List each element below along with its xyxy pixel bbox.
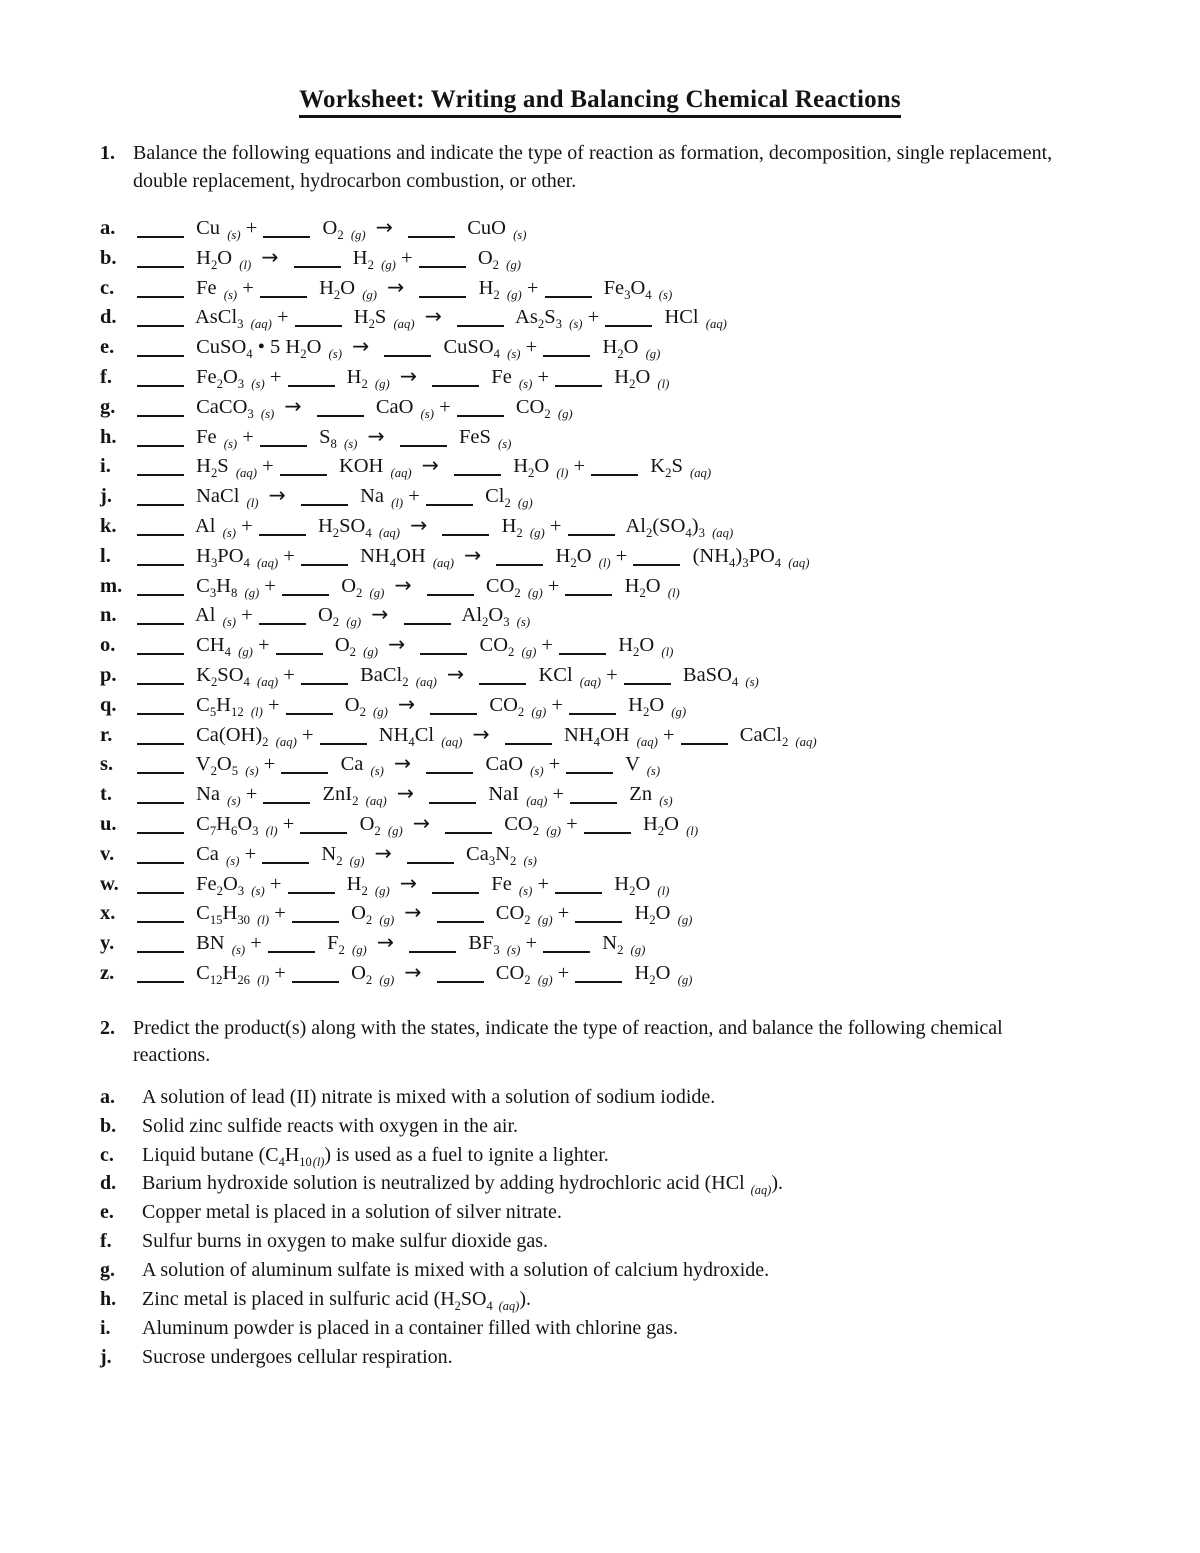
answer-blank <box>137 560 184 566</box>
item-label: t. <box>100 783 112 806</box>
answer-blank <box>137 947 184 953</box>
reaction-arrow: → <box>399 363 418 388</box>
reaction-arrow: → <box>472 721 490 746</box>
answer-blank <box>292 917 339 923</box>
item-label: i. <box>100 1316 111 1339</box>
item-label: j. <box>100 1345 112 1368</box>
item-text: $Fe_2O_3$ $_{(s)} + H_2$ $_{(g)}$ → Fe $_{(s)} + H_2O$ $_{(l)}$ <box>136 873 669 895</box>
item-text: Al $_{(s)} + H_2SO_4$ $_{(aq)} \to H_2$ $_{(g)} + Al_2(SO_4)_3$ $_{(aq)}$ <box>136 515 733 537</box>
answer-blank <box>429 798 476 804</box>
answer-blank <box>427 590 474 596</box>
equation-row-v <box>100 839 1100 869</box>
prediction-row-f <box>100 1227 1100 1256</box>
equation-row-c <box>100 273 1100 303</box>
item-text: $H_2S$ $_{(aq)}$ + KOH $_{(aq)} \to H_2O$ $_{(l)} + K_2S$ $_{(aq)}$ <box>136 455 711 477</box>
reaction-arrow: → <box>376 930 395 955</box>
answer-blank <box>505 739 552 745</box>
reaction-arrow: → <box>394 751 412 776</box>
item-label: f. <box>100 365 112 388</box>
item-label: c. <box>100 1143 114 1166</box>
reaction-arrow: → <box>371 602 389 627</box>
item-label: d. <box>100 306 117 329</box>
equation-row-u <box>100 809 1100 839</box>
answer-blank <box>292 977 339 983</box>
item-text: Fe $_{(s)} + S_8$ $_{(s)}$ → FeS $_{(s)}$ <box>136 426 511 448</box>
answer-blank <box>301 679 348 685</box>
answer-blank <box>454 470 501 476</box>
item-label: i. <box>100 455 111 478</box>
item-label: c. <box>100 276 115 299</box>
answer-blank <box>568 530 615 536</box>
item-text: $C_3H_8$ $_{(g)} + O_2$ $_{(g)} \to CO_2$ $_{(g)} + H_2O$ $_{(l)}$ <box>136 575 680 597</box>
reaction-arrow: → <box>412 810 430 835</box>
item-text: Na $_{(s)}$ + ZnI$_2$ $_{(aq)}$ → NaI $_{(aq)}$ + Zn $_{(s)}$ <box>136 783 673 805</box>
reaction-arrow: → <box>424 304 442 329</box>
answer-blank <box>137 739 184 745</box>
answer-blank <box>268 947 315 953</box>
answer-blank <box>259 619 306 625</box>
equation-row-d <box>100 302 1100 332</box>
section-2-instruction-text: Predict the product(s) along with the states, indicate the type of reaction, and balance the following chemical reactions. <box>133 1016 1003 1067</box>
answer-blank <box>137 858 184 864</box>
reaction-arrow: → <box>388 632 406 657</box>
answer-blank <box>409 947 456 953</box>
prediction-row-g <box>100 1256 1100 1285</box>
item-text: Fe $_{(s)} + H_2O$ $_{(g)} \to H_2$ $_{(g)} + Fe_3O_4$ $_{(s)}$ <box>136 277 672 299</box>
answer-blank <box>288 888 335 894</box>
item-label: w. <box>100 872 119 895</box>
answer-blank <box>137 977 184 983</box>
reaction-arrow: → <box>404 900 422 925</box>
answer-blank <box>633 560 680 566</box>
answer-blank <box>445 828 492 834</box>
answer-blank <box>591 470 638 476</box>
equation-row-n <box>100 600 1100 630</box>
equation-row-f <box>100 362 1100 392</box>
section-2-number: 2. <box>100 1016 115 1039</box>
section-2-instructions <box>100 1015 1100 1070</box>
answer-blank <box>259 530 306 536</box>
answer-blank <box>543 351 590 357</box>
answer-blank <box>565 590 612 596</box>
reaction-arrow: → <box>261 244 279 269</box>
reaction-arrow: → <box>399 870 418 895</box>
answer-blank <box>137 619 184 625</box>
answer-blank <box>137 649 184 655</box>
section-1-instructions <box>100 140 1100 195</box>
answer-blank <box>624 679 671 685</box>
answer-blank <box>543 947 590 953</box>
item-label: k. <box>100 514 117 537</box>
item-label: y. <box>100 932 115 955</box>
answer-blank <box>584 828 631 834</box>
equation-row-l <box>100 541 1100 571</box>
prediction-row-c <box>100 1141 1100 1170</box>
prediction-row-d <box>100 1169 1100 1198</box>
answer-blank <box>137 590 184 596</box>
item-text: Sulfur burns in oxygen to make sulfur dioxide gas. <box>142 1230 549 1253</box>
equation-row-s <box>100 749 1100 779</box>
item-label: l. <box>100 544 111 567</box>
item-text: $V_2O_5$ $_{(s)}$ + Ca $_{(s)}$ → CaO $_{(s)}$ + V $_{(s)}$ <box>136 753 660 775</box>
reaction-arrow: → <box>404 959 422 984</box>
equation-list <box>100 213 1100 988</box>
item-text: $Fe_2O_3$ $_{(s)} + H_2$ $_{(g)}$ → Fe $_{(s)} + H_2O$ $_{(l)}$ <box>136 366 669 388</box>
item-text: $C_7H_6O_3$ $_{(l)} + O_2$ $_{(g)} \to CO_2$ $_{(g)} + H_2O$ $_{(l)}$ <box>136 813 698 835</box>
answer-blank <box>280 470 327 476</box>
answer-blank <box>437 917 484 923</box>
item-text: Liquid butane $(C_4H_{10(l)})$ is used as a fuel to ignite a lighter. <box>142 1143 609 1169</box>
answer-blank <box>137 679 184 685</box>
answer-blank <box>408 232 455 238</box>
answer-blank <box>605 321 652 327</box>
reaction-arrow: → <box>447 661 465 686</box>
item-text: CaCO$_3$ $_{(s)}$ → CaO $_{(s)} + CO_2$ $_{(g)}$ <box>136 396 573 418</box>
answer-blank <box>137 917 184 923</box>
answer-blank <box>407 858 454 864</box>
item-label: a. <box>100 1085 115 1108</box>
prediction-row-h <box>100 1285 1100 1314</box>
answer-blank <box>137 888 184 894</box>
answer-blank <box>137 709 184 715</box>
item-label: b. <box>100 1114 117 1137</box>
item-text: BN $_{(s)} + F_2$ $_{(g)} \to BF_3$ $_{(s)} + N_2$ $_{(g)}$ <box>136 932 645 954</box>
item-label: v. <box>100 842 115 865</box>
item-label: a. <box>100 217 116 239</box>
equation-row-z <box>100 958 1100 988</box>
equation-row-j <box>100 481 1100 511</box>
answer-blank <box>426 500 473 506</box>
item-label: p. <box>100 663 117 686</box>
item-label: g. <box>100 1259 115 1282</box>
answer-blank <box>137 232 184 238</box>
reaction-arrow: → <box>375 215 393 239</box>
answer-blank <box>260 441 307 447</box>
answer-blank <box>384 351 431 357</box>
answer-blank <box>555 381 602 387</box>
item-label: x. <box>100 902 116 925</box>
answer-blank <box>432 381 479 387</box>
item-text: CuSO$_4$ • 5 $H_2O$ $_{(s)}$ → CuSO$_4$ $_{(s)} + H_2O$ $_{(g)}$ <box>136 336 660 358</box>
answer-blank <box>295 321 342 327</box>
answer-blank <box>281 768 328 774</box>
answer-blank <box>426 768 473 774</box>
item-text: Zinc metal is placed in sulfuric acid ($H_2SO_4$ $_{(aq)}$). <box>142 1288 531 1314</box>
answer-blank <box>559 649 606 655</box>
equation-row-h <box>100 422 1100 452</box>
reaction-arrow: → <box>352 334 370 359</box>
item-text: Ca $_{(s)} + N_2$ $_{(g)} \to Ca_3N_2$ $_{(s)}$ <box>136 843 537 865</box>
equation-row-r <box>100 720 1100 750</box>
answer-blank <box>137 500 184 506</box>
item-text: NaCl $_{(l)}$ → Na $_{(l)} + Cl_2$ $_{(g)}$ <box>136 485 533 507</box>
equation-row-g <box>100 392 1100 422</box>
equation-row-q <box>100 690 1100 720</box>
item-label: f. <box>100 1230 112 1253</box>
item-label: o. <box>100 634 116 657</box>
reaction-arrow: → <box>410 512 428 537</box>
answer-blank <box>286 709 333 715</box>
answer-blank <box>404 619 451 625</box>
reaction-arrow: → <box>421 453 439 478</box>
item-text: Al $_{(s)} + O_2$ $_{(g)} \to Al_2O_3$ $_{(s)}$ <box>136 604 530 626</box>
reaction-arrow: → <box>397 691 416 716</box>
item-text: Solid zinc sulfide reacts with oxygen in the air. <box>142 1114 519 1137</box>
page-title: Worksheet: Writing and Balancing Chemical Reactions <box>299 86 901 118</box>
reaction-arrow: → <box>394 572 412 597</box>
answer-blank <box>555 888 602 894</box>
equation-row-p <box>100 660 1100 690</box>
answer-blank <box>137 292 184 298</box>
item-label: g. <box>100 395 116 418</box>
answer-blank <box>137 798 184 804</box>
item-label: u. <box>100 812 117 835</box>
answer-blank <box>276 649 323 655</box>
answer-blank <box>263 232 310 238</box>
answer-blank <box>137 441 184 447</box>
answer-blank <box>457 411 504 417</box>
answer-blank <box>420 649 467 655</box>
item-label: s. <box>100 753 114 776</box>
item-label: n. <box>100 604 117 627</box>
reaction-arrow: → <box>396 781 415 806</box>
reaction-arrow: → <box>387 274 405 299</box>
equation-row-t <box>100 779 1100 809</box>
item-text: $H_3PO_4$ $_{(aq)} + NH_4OH$ $_{(aq)} \to H_2O$ $_{(l)} + (NH_4)_3PO_4$ $_{(aq)}$ <box>136 545 809 567</box>
answer-blank <box>457 321 504 327</box>
answer-blank <box>260 292 307 298</box>
answer-blank <box>137 381 184 387</box>
title-row <box>100 86 1100 118</box>
item-label: b. <box>100 246 117 269</box>
answer-blank <box>137 470 184 476</box>
answer-blank <box>419 262 466 268</box>
item-text: $CH_4$ $_{(g)} + O_2$ $_{(g)} \to CO_2$ $_{(g)} + H_2O$ $_{(l)}$ <box>136 634 673 656</box>
answer-blank <box>496 560 543 566</box>
item-text: $K_2SO_4$ $_{(aq)}$ + BaCl$_2$ $_{(aq)}$ → KCl $_{(aq)}$ + BaSO$_4$ $_{(s)}$ <box>136 664 759 686</box>
answer-blank <box>137 768 184 774</box>
item-text: $C_{15}H_{30}$ $_{(l)} + O_2$ $_{(g)} \to CO_2$ $_{(g)} + H_2O$ $_{(g)}$ <box>136 902 692 924</box>
item-label: z. <box>100 961 115 984</box>
item-label: e. <box>100 1201 114 1224</box>
answer-blank <box>300 828 347 834</box>
answer-blank <box>437 977 484 983</box>
item-text: A solution of lead (II) nitrate is mixed with a solution of sodium iodide. <box>142 1085 716 1108</box>
answer-blank <box>320 739 367 745</box>
answer-blank <box>137 411 184 417</box>
answer-blank <box>137 530 184 536</box>
prediction-list <box>100 1083 1100 1372</box>
reaction-arrow: → <box>284 393 302 418</box>
answer-blank <box>442 530 489 536</box>
reaction-arrow: → <box>464 542 482 567</box>
item-text: $Ca(OH)_2$ $_{(aq)} + NH_4Cl$ $_{(aq)} \to NH_4OH$ $_{(aq)}$ + CaCl$_2$ $_{(aq)}$ <box>136 724 817 746</box>
item-text: AsCl$_3$ $_{(aq)} + H_2S$ $_{(aq)} \to As_2S_3$ $_{(s)}$ + HCl $_{(aq)}$ <box>136 306 727 328</box>
equation-row-k <box>100 511 1100 541</box>
equation-row-w <box>100 869 1100 899</box>
answer-blank <box>288 381 335 387</box>
section-1-instruction-text: Balance the following equations and indicate the type of reaction as formation, decomposition, single replacement, double replacement, hydrocarbon combustion, or other. <box>133 142 1053 192</box>
item-text: Aluminum powder is placed in a container filled with chlorine gas. <box>142 1316 678 1339</box>
answer-blank <box>317 411 364 417</box>
prediction-row-a <box>100 1083 1100 1112</box>
equation-row-e <box>100 332 1100 362</box>
equation-row-m <box>100 571 1100 601</box>
answer-blank <box>262 858 309 864</box>
item-label: d. <box>100 1172 117 1195</box>
equation-row-a <box>100 213 1100 243</box>
reaction-arrow: → <box>374 840 392 865</box>
equation-row-b <box>100 243 1100 273</box>
answer-blank <box>301 560 348 566</box>
answer-blank <box>432 888 479 894</box>
item-label: m. <box>100 574 123 597</box>
answer-blank <box>263 798 310 804</box>
equation-row-x <box>100 898 1100 928</box>
answer-blank <box>575 917 622 923</box>
item-text: Copper metal is placed in a solution of silver nitrate. <box>142 1201 562 1224</box>
answer-blank <box>137 351 184 357</box>
section-1-number: 1. <box>100 142 115 164</box>
item-label: q. <box>100 693 117 716</box>
reaction-arrow: → <box>367 423 385 448</box>
item-label: h. <box>100 1288 117 1311</box>
answer-blank <box>419 292 466 298</box>
answer-blank <box>301 500 348 506</box>
answer-blank <box>479 679 526 685</box>
answer-blank <box>575 977 622 983</box>
item-label: r. <box>100 723 113 746</box>
item-text: $H_2O$ $_{(l)} \to H_2$ $_{(g)} + O_2$ $_{(g)}$ <box>136 247 521 269</box>
item-text: Sucrose undergoes cellular respiration. <box>142 1345 453 1368</box>
prediction-row-j <box>100 1343 1100 1372</box>
prediction-row-i <box>100 1314 1100 1343</box>
equation-row-y <box>100 928 1100 958</box>
answer-blank <box>545 292 592 298</box>
answer-blank <box>137 828 184 834</box>
answer-blank <box>294 262 341 268</box>
answer-blank <box>137 262 184 268</box>
answer-blank <box>681 739 728 745</box>
item-label: e. <box>100 336 115 359</box>
item-text: Cu $_{(s)} + O_2$ $_{(g)}$ → CuO $_{(s)}$ <box>136 217 526 239</box>
equation-row-o <box>100 630 1100 660</box>
answer-blank <box>137 321 184 327</box>
answer-blank <box>282 590 329 596</box>
reaction-arrow: → <box>268 483 286 508</box>
answer-blank <box>430 709 477 715</box>
item-text: Barium hydroxide solution is neutralized by adding hydrochloric acid (HCl $_{(aq)}$). <box>142 1172 783 1198</box>
item-text: A solution of aluminum sulfate is mixed with a solution of calcium hydroxide. <box>142 1259 770 1282</box>
prediction-row-b <box>100 1112 1100 1141</box>
item-label: j. <box>100 485 112 508</box>
answer-blank <box>569 709 616 715</box>
item-label: h. <box>100 425 117 448</box>
equation-row-i <box>100 451 1100 481</box>
item-text: $C_{12}H_{26}$ $_{(l)} + O_2$ $_{(g)} \to CO_2$ $_{(g)} + H_2O$ $_{(g)}$ <box>136 962 692 984</box>
answer-blank <box>570 798 617 804</box>
answer-blank <box>400 441 447 447</box>
prediction-row-e <box>100 1198 1100 1227</box>
item-text: $C_5H_{12}$ $_{(l)} + O_2$ $_{(g)} \to CO_2$ $_{(g)} + H_2O$ $_{(g)}$ <box>136 694 686 716</box>
answer-blank <box>566 768 613 774</box>
